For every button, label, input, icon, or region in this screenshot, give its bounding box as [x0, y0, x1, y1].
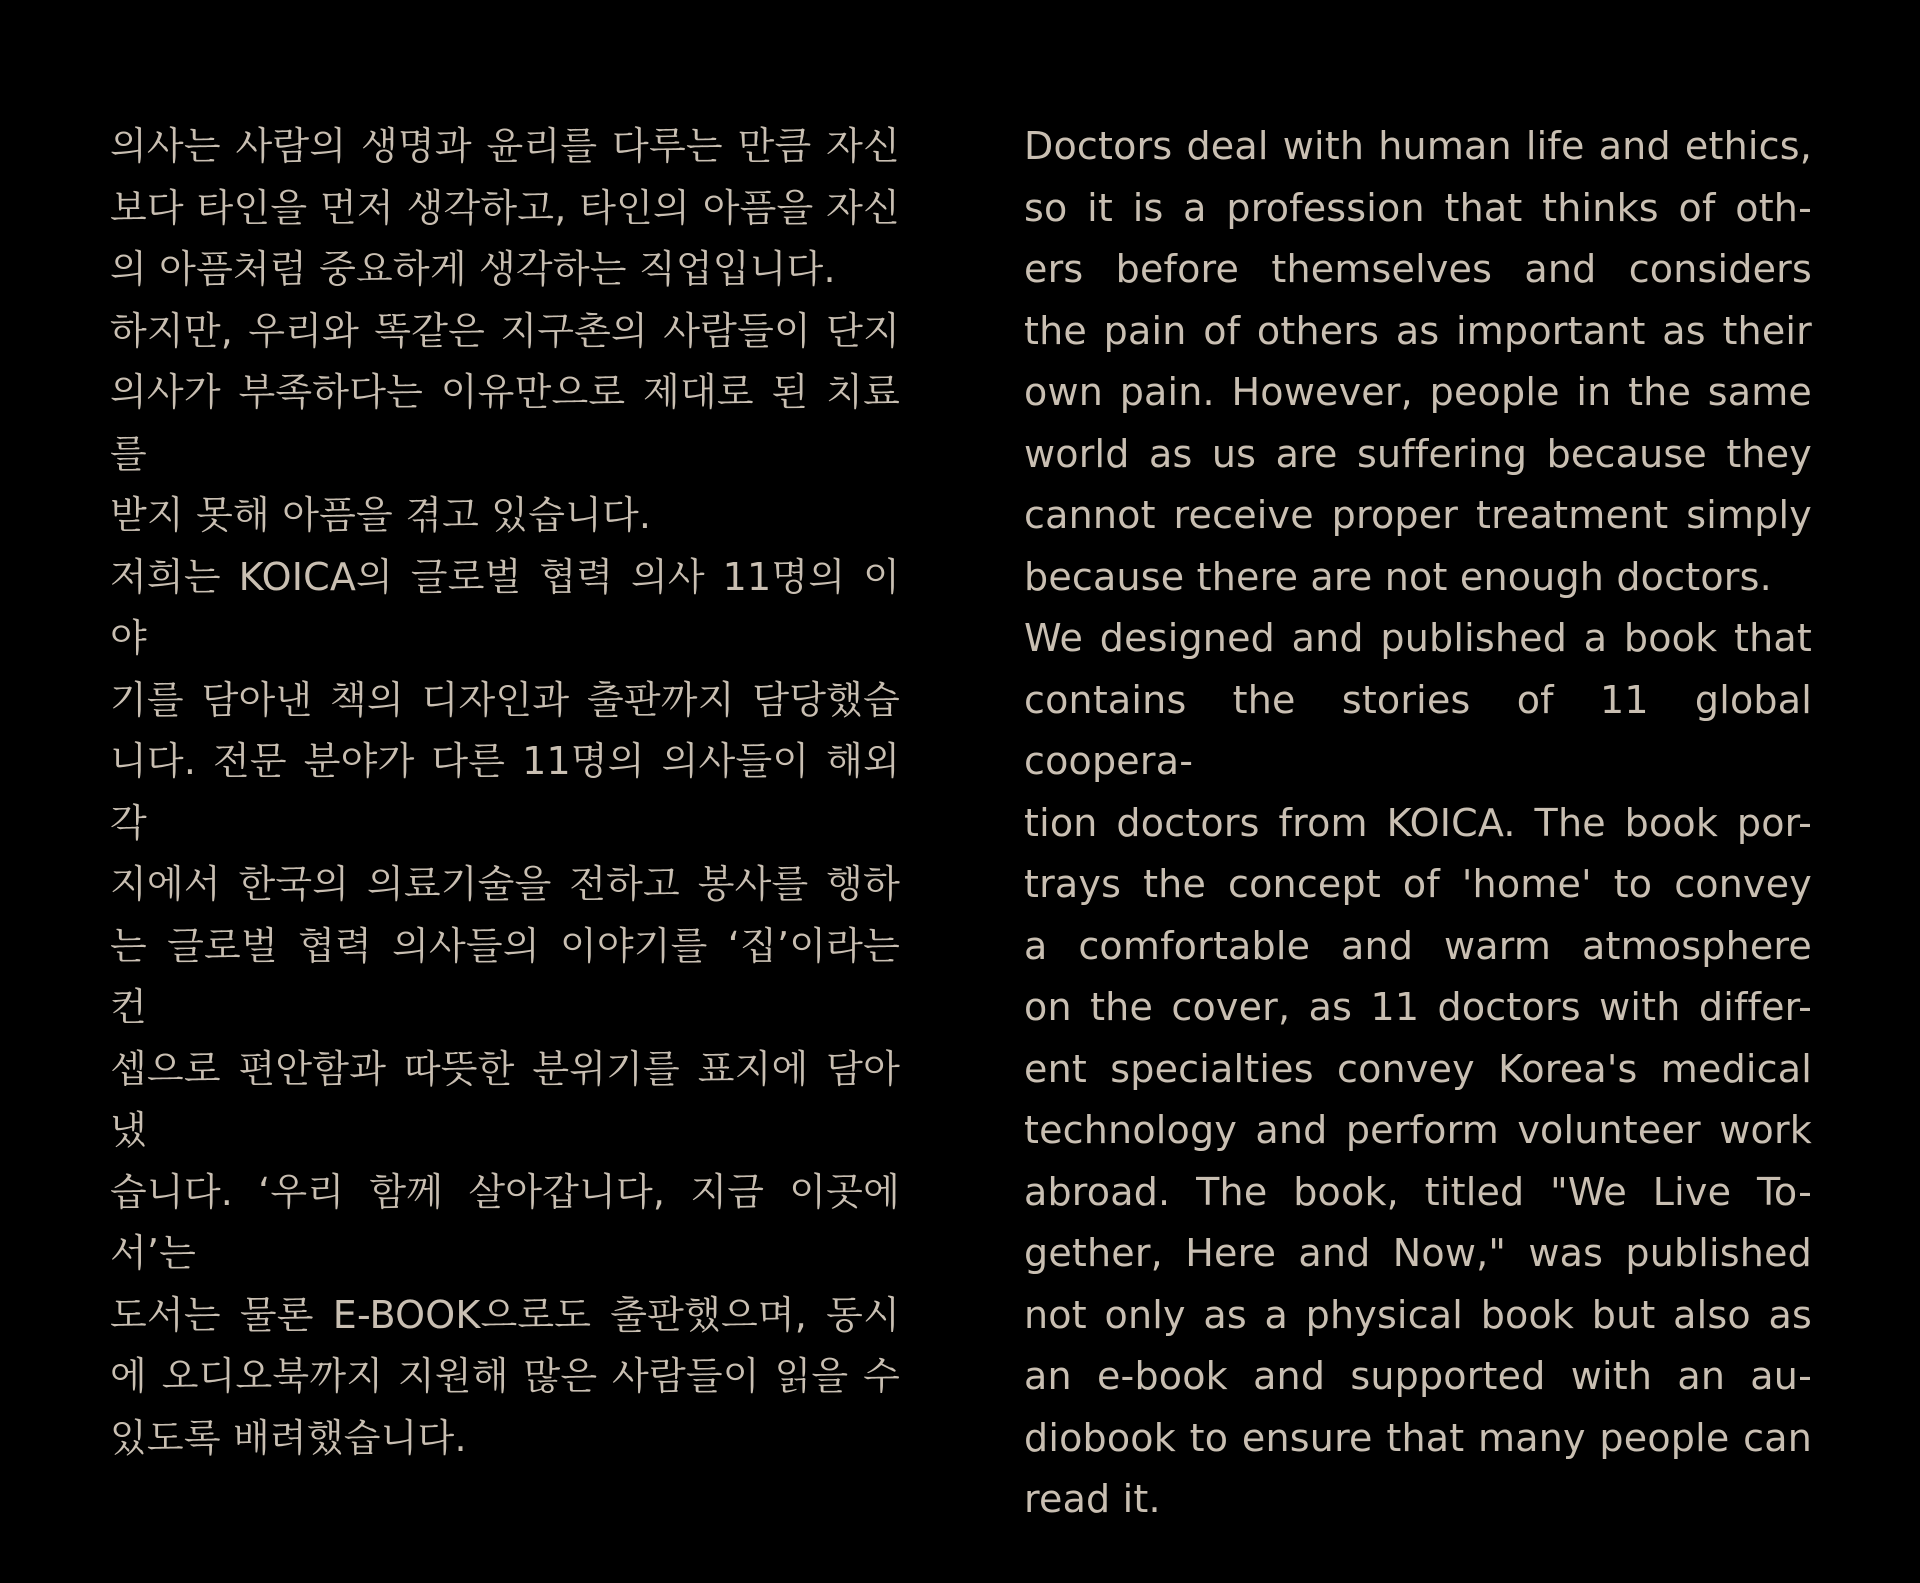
english-paragraph	[1024, 116, 1812, 608]
korean-text-line: 는 글로벌 협력 의사들의 이야기를 ‘집’이라는 컨	[110, 923, 900, 1029]
korean-text-line: 기를 담아낸 책의 디자인과 출판까지 담당했습	[110, 677, 900, 722]
korean-text-line: 하지만, 우리와 똑같은 지구촌의 사람들이 단지	[110, 308, 900, 353]
korean-text-line: 저희는 KOICA의 글로벌 협력 의사 11명의 이야	[110, 554, 900, 660]
korean-text-line: 의사가 부족하다는 이유만으로 제대로 된 치료를	[110, 370, 900, 476]
korean-text-column	[110, 116, 900, 1469]
english-text-line: world as us are suffering because they	[1024, 431, 1812, 476]
english-text-line: diobook to ensure that many people can	[1024, 1415, 1812, 1460]
korean-text-line: 의사는 사람의 생명과 윤리를 다루는 만큼 자신	[110, 124, 900, 168]
english-text-line: a comfortable and warm atmosphere	[1024, 923, 1812, 968]
english-text-line: the pain of others as important as their	[1024, 308, 1812, 353]
english-text-line: an e-book and supported with an au-	[1024, 1354, 1812, 1398]
korean-text-line: 지에서 한국의 의료기술을 전하고 봉사를 행하	[110, 862, 900, 906]
english-text-line: gether, Here and Now," was published	[1024, 1231, 1812, 1275]
korean-text-line: 받지 못해 아픔을 겪고 있습니다.	[110, 493, 652, 537]
english-paragraph	[1024, 608, 1812, 1531]
korean-text-line: 의 아픔처럼 중요하게 생각하는 직업입니다.	[110, 247, 836, 291]
english-text-line: on the cover, as 11 doctors with differ-	[1024, 985, 1812, 1029]
english-text-column	[1024, 116, 1812, 1531]
english-text-line: We designed and published a book that	[1024, 616, 1812, 660]
korean-text-line: 도서는 물론 E-BOOK으로도 출판했으며, 동시	[110, 1292, 900, 1337]
english-text-line: ent specialties convey Korea's medical	[1024, 1046, 1812, 1091]
english-text-line: technology and perform volunteer work	[1024, 1108, 1812, 1152]
english-text-line: Doctors deal with human life and ethics,	[1024, 124, 1812, 168]
english-text-line: so it is a profession that thinks of oth-	[1024, 185, 1812, 230]
korean-text-line: 보다 타인을 먼저 생각하고, 타인의 아픔을 자신	[110, 185, 900, 230]
english-text-line: read it.	[1024, 1477, 1161, 1521]
english-text-line: trays the concept of 'home' to convey	[1024, 862, 1812, 906]
english-text-line: contains the stories of 11 global coopera-	[1024, 677, 1812, 783]
english-text-line: not only as a physical book but also as	[1024, 1292, 1812, 1337]
korean-text-line: 습니다. ‘우리 함께 살아갑니다, 지금 이곳에서’는	[110, 1169, 900, 1275]
english-text-line: because there are not enough doctors.	[1024, 554, 1772, 599]
korean-text-line: 있도록 배려했습니다.	[110, 1415, 467, 1460]
korean-text-line: 셉으로 편안함과 따뜻한 분위기를 표지에 담아냈	[110, 1046, 900, 1152]
korean-text-line: 에 오디오북까지 지원해 많은 사람들이 읽을 수	[110, 1354, 900, 1398]
english-text-line: ers before themselves and considers	[1024, 247, 1812, 291]
english-text-line: own pain. However, people in the same	[1024, 370, 1812, 414]
english-text-line: cannot receive proper treatment simply	[1024, 493, 1812, 537]
korean-paragraph	[110, 301, 900, 547]
korean-paragraph	[110, 547, 900, 1470]
korean-paragraph	[110, 116, 900, 301]
english-text-line: tion doctors from KOICA. The book por-	[1024, 800, 1812, 845]
korean-text-line: 니다. 전문 분야가 다른 11명의 의사들이 해외 각	[110, 739, 900, 845]
english-text-line: abroad. The book, titled "We Live To-	[1024, 1169, 1812, 1214]
